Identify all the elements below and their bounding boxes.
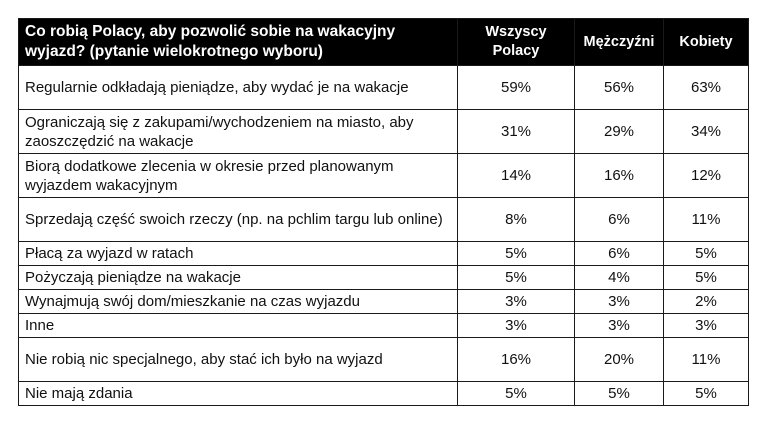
row-label: Sprzedają część swoich rzeczy (np. na pchlim targu lub online) bbox=[19, 198, 458, 242]
men-value: 6% bbox=[575, 242, 664, 266]
table-body bbox=[19, 66, 749, 406]
men-value: 4% bbox=[575, 266, 664, 290]
women-value: 63% bbox=[664, 66, 749, 110]
question-header: Co robią Polacy, aby pozwolić sobie na wakacyjny wyjazd? (pytanie wielokrotnego wyboru) bbox=[19, 19, 458, 66]
men-value: 6% bbox=[575, 198, 664, 242]
women-value: 12% bbox=[664, 154, 749, 198]
all-value: 5% bbox=[458, 266, 575, 290]
row-label: Nie mają zdania bbox=[19, 382, 458, 406]
all-value: 3% bbox=[458, 290, 575, 314]
all-value: 16% bbox=[458, 338, 575, 382]
table-row bbox=[19, 110, 749, 154]
table-row bbox=[19, 290, 749, 314]
table-row bbox=[19, 338, 749, 382]
all-value: 8% bbox=[458, 198, 575, 242]
row-label: Wynajmują swój dom/mieszkanie na czas wyjazdu bbox=[19, 290, 458, 314]
women-value: 11% bbox=[664, 198, 749, 242]
men-value: 3% bbox=[575, 290, 664, 314]
all-value: 59% bbox=[458, 66, 575, 110]
row-label: Nie robią nic specjalnego, aby stać ich było na wyjazd bbox=[19, 338, 458, 382]
men-value: 20% bbox=[575, 338, 664, 382]
all-value: 14% bbox=[458, 154, 575, 198]
table-row bbox=[19, 242, 749, 266]
row-label: Ograniczają się z zakupami/wychodzeniem na miasto, aby zaoszczędzić na wakacje bbox=[19, 110, 458, 154]
all-poles-header: Wszyscy Polacy bbox=[458, 19, 575, 66]
table-row bbox=[19, 382, 749, 406]
men-value: 29% bbox=[575, 110, 664, 154]
all-value: 3% bbox=[458, 314, 575, 338]
survey-table bbox=[18, 18, 749, 406]
row-label: Pożyczają pieniądze na wakacje bbox=[19, 266, 458, 290]
women-value: 5% bbox=[664, 382, 749, 406]
table-header bbox=[19, 19, 749, 66]
men-value: 16% bbox=[575, 154, 664, 198]
women-header: Kobiety bbox=[664, 19, 749, 66]
table-row bbox=[19, 266, 749, 290]
row-label: Inne bbox=[19, 314, 458, 338]
all-value: 5% bbox=[458, 382, 575, 406]
row-label: Regularnie odkładają pieniądze, aby wydać je na wakacje bbox=[19, 66, 458, 110]
women-value: 2% bbox=[664, 290, 749, 314]
men-value: 56% bbox=[575, 66, 664, 110]
women-value: 5% bbox=[664, 266, 749, 290]
men-value: 5% bbox=[575, 382, 664, 406]
men-value: 3% bbox=[575, 314, 664, 338]
all-value: 31% bbox=[458, 110, 575, 154]
row-label: Biorą dodatkowe zlecenia w okresie przed planowanym wyjazdem wakacyjnym bbox=[19, 154, 458, 198]
men-header: Mężczyźni bbox=[575, 19, 664, 66]
women-value: 11% bbox=[664, 338, 749, 382]
table-row bbox=[19, 314, 749, 338]
row-label: Płacą za wyjazd w ratach bbox=[19, 242, 458, 266]
women-value: 34% bbox=[664, 110, 749, 154]
women-value: 5% bbox=[664, 242, 749, 266]
table-row bbox=[19, 198, 749, 242]
table-row bbox=[19, 154, 749, 198]
header-row bbox=[19, 19, 749, 66]
all-value: 5% bbox=[458, 242, 575, 266]
women-value: 3% bbox=[664, 314, 749, 338]
table-row bbox=[19, 66, 749, 110]
